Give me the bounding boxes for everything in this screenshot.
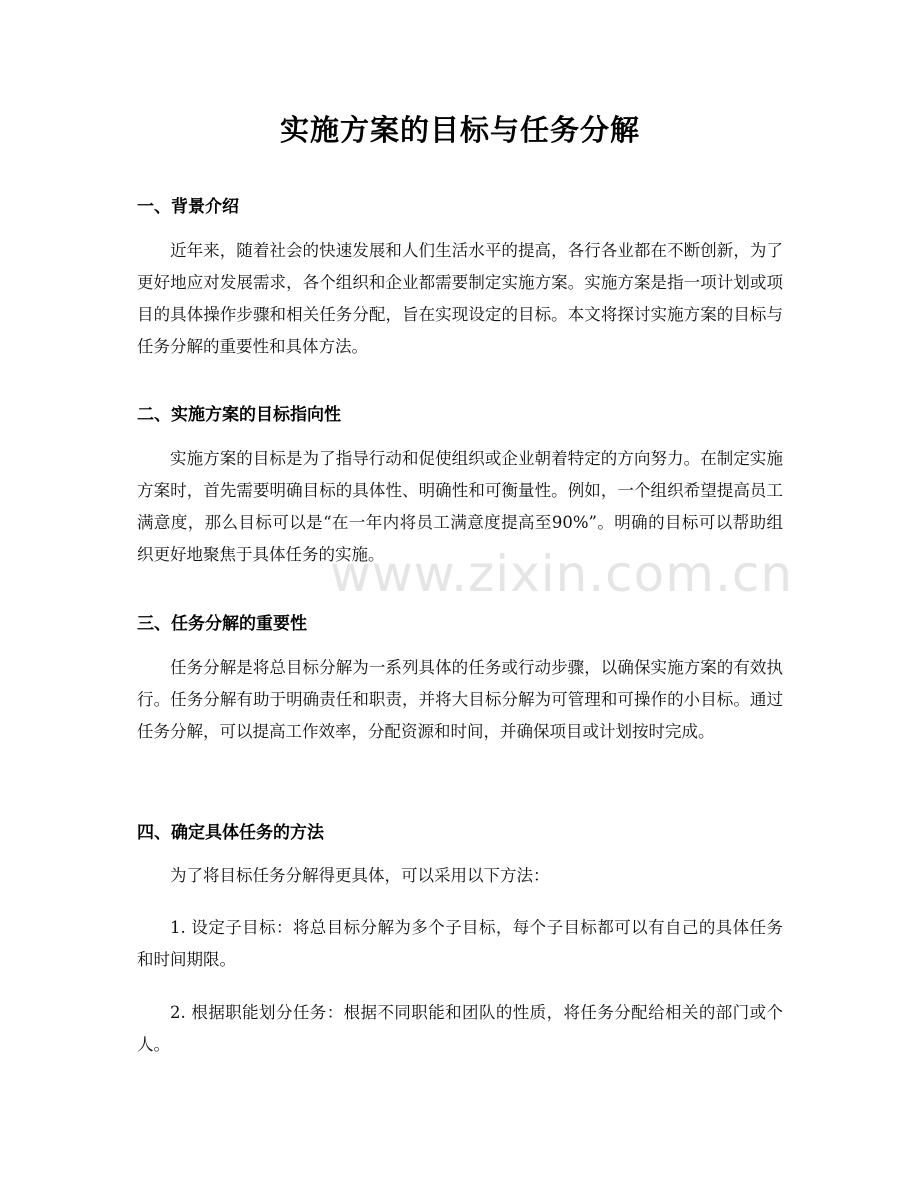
section-heading-background: 一、背景介绍 <box>137 197 239 217</box>
list-item-subgoals: 1. 设定子目标：将总目标分解为多个子目标，每个子目标都可以有自己的具体任务和时间期限。 <box>137 918 783 969</box>
section-heading-goal-orientation: 二、实施方案的目标指向性 <box>137 405 341 425</box>
page-title: 实施方案的目标与任务分解 <box>279 113 640 147</box>
paragraph-background: 近年来，随着社会的快速发展和人们生活水平的提高，各行各业都在不断创新，为了更好地应对发展需求，各个组织和企业都需要制定实施方案。实施方案是指一项计划或项目的具体操作步骤和相关任务分配，旨在实现设定的目标。本文将探讨实施方案的目标与任务分解的重要性和具体方法。 <box>137 241 783 356</box>
watermark: www.zixin.com.cn <box>330 545 794 603</box>
section-heading-task-importance: 三、任务分解的重要性 <box>137 614 307 634</box>
paragraph-goal-orientation: 实施方案的目标是为了指导行动和促使组织或企业朝着特定的方向努力。在制定实施方案时，首先需要明确目标的具体性、明确性和可衡量性。例如，一个组织希望提高员工满意度，那么目标可以是“在一年内将员工满意度提高至90%”。明确的目标可以帮助组织更好地聚焦于具体任务的实施。 <box>137 449 783 564</box>
section-heading-task-methods: 四、确定具体任务的方法 <box>137 823 324 843</box>
paragraph-task-importance: 任务分解是将总目标分解为一系列具体的任务或行动步骤，以确保实施方案的有效执行。任务分解有助于明确责任和职责，并将大目标分解为可管理和可操作的小目标。通过任务分解，可以提高工作效率，分配资源和时间，并确保项目或计划按时完成。 <box>137 658 783 741</box>
paragraph-methods-intro: 为了将目标任务分解得更具体，可以采用以下方法： <box>170 866 550 885</box>
list-item-functional-tasks: 2. 根据职能划分任务：根据不同职能和团队的性质，将任务分配给相关的部门或个人。 <box>137 1003 783 1054</box>
